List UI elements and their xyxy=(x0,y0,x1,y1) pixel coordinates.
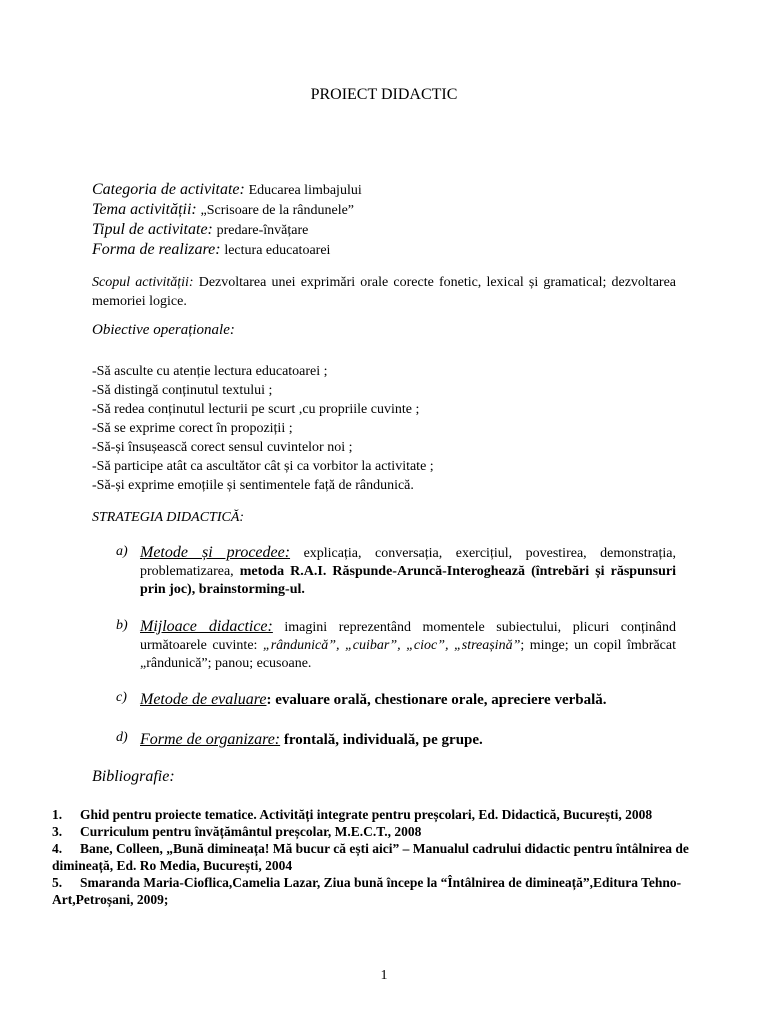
bibliography-heading: Bibliografie: xyxy=(92,768,175,785)
reference-text: Smaranda Maria-Cioflica,Camelia Lazar, Ziua bună începe la “Întâlnirea de dimineață”,Editura Tehno-Art,Petroșani, 2009; xyxy=(52,875,682,907)
meta-tipul xyxy=(92,220,682,240)
forma-label: Forma de realizare: xyxy=(92,241,221,258)
objective-item: -Să participe atât ca ascultător cât și ca vorbitor la activitate ; xyxy=(92,459,434,474)
meta-forma xyxy=(92,240,682,260)
objective-item: -Să redea conținutul lecturii pe scurt ,cu propriile cuvinte ; xyxy=(92,402,420,417)
objective-item: -Să-și însușească corect sensul cuvintelor noi ; xyxy=(92,440,353,455)
objective-item: -Să distingă conținutul textului ; xyxy=(92,383,273,398)
reference-number: 3. xyxy=(52,824,63,839)
organization-text: frontală, individuală, pe grupe. xyxy=(280,732,483,748)
reference-item xyxy=(52,840,692,874)
objectives-heading: Obiective operaționale: xyxy=(92,322,235,338)
item-body xyxy=(140,690,676,710)
reference-item xyxy=(52,823,692,840)
page-number: 1 xyxy=(380,968,388,983)
tema-label: Tema activității: xyxy=(92,201,197,218)
reference-number: 5. xyxy=(52,875,63,890)
methods-text: explicația, conversația, exercițiul, povestirea, demonstrația, problematizarea, xyxy=(140,546,676,579)
reference-item xyxy=(52,806,692,823)
scope-paragraph xyxy=(92,273,676,311)
bibliography-list xyxy=(52,806,692,908)
strategy-item-organization xyxy=(116,730,676,750)
tema-value: „Scrisoare de la rândunele” xyxy=(200,203,355,218)
objective-item: -Să asculte cu atenție lectura educatoarei ; xyxy=(92,364,328,379)
item-marker: a) xyxy=(116,544,128,559)
activity-metadata xyxy=(92,180,682,260)
tipul-value: predare-învățare xyxy=(216,223,309,238)
strategy-item-methods xyxy=(116,544,676,599)
evaluation-heading: Metode de evaluare xyxy=(140,691,267,708)
reference-text: Bane, Colleen, „Bună dimineața! Mă bucur că ești aici” – Manualul cadrului didactic pentru întâlnirea de dimineață, Ed. Ro Media, București, 2004 xyxy=(52,841,689,873)
forma-value: lectura educatoarei xyxy=(224,243,331,258)
reference-text: Ghid pentru proiecte tematice. Activități integrate pentru preșcolari, Ed. Didactică, București, 2008 xyxy=(80,807,653,822)
tipul-label: Tipul de activitate: xyxy=(92,221,213,238)
organization-heading: Forme de organizare: xyxy=(140,731,281,748)
strategy-item-evaluation xyxy=(116,690,676,710)
objectives-list xyxy=(92,362,682,495)
methods-bold-text: metoda R.A.I. Răspunde-Aruncă-Interoghează (întrebări și răspunsuri prin joc), brainstorming-ul. xyxy=(140,564,677,597)
reference-number: 1. xyxy=(52,807,63,822)
item-marker: b) xyxy=(116,618,128,633)
means-text: imagini reprezentând momentele subiectului, plicuri conținând următoarele cuvinte: xyxy=(140,620,676,653)
methods-heading: Metode și procedee: xyxy=(140,544,291,561)
meta-categoria xyxy=(92,180,682,200)
scope-text: Dezvoltarea unei exprimări orale corecte fonetic, lexical și gramatical; dezvoltarea memoriei logice. xyxy=(92,275,676,309)
means-heading: Mijloace didactice: xyxy=(140,618,273,635)
objective-item: -Să-și exprime emoțiile și sentimentele față de rândunică. xyxy=(92,478,414,493)
reference-text: Curriculum pentru învățământul preșcolar, M.E.C.T., 2008 xyxy=(80,824,422,839)
means-text-after: ; minge; un copil îmbrăcat „rândunică”; panou; ecusoane. xyxy=(140,638,676,671)
reference-number: 4. xyxy=(52,841,63,856)
means-italic-words: „rândunică”, „cuibar”, „cioc”, „streașină” xyxy=(262,638,521,653)
item-body xyxy=(140,618,676,673)
categoria-label: Categoria de activitate: xyxy=(92,181,245,198)
scope-label: Scopul activității: xyxy=(92,275,194,290)
page-title: PROIECT DIDACTIC xyxy=(310,86,458,103)
categoria-value: Educarea limbajului xyxy=(248,183,362,198)
strategy-item-means xyxy=(116,618,676,673)
evaluation-text: : evaluare orală, chestionare orale, apreciere verbală. xyxy=(266,692,607,708)
item-marker: d) xyxy=(116,730,128,745)
item-body xyxy=(140,544,676,599)
objective-item: -Să se exprime corect în propoziții ; xyxy=(92,421,293,436)
meta-tema xyxy=(92,200,682,220)
item-body xyxy=(140,730,676,750)
strategy-heading: STRATEGIA DIDACTICĂ: xyxy=(92,510,245,525)
item-marker: c) xyxy=(116,690,127,705)
reference-item xyxy=(52,874,692,908)
